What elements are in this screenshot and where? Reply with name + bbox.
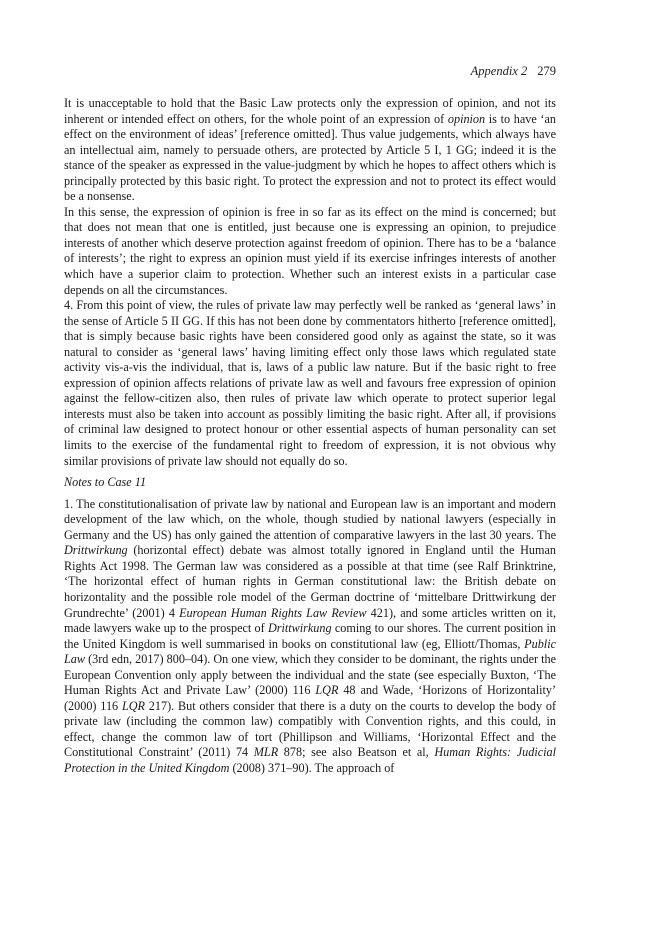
text-run: 217). But others consider that there is a duty on the courts to develop the body of private law (including the common law) compatibly with Convention rights, and this could, in effect, change the common law of tort (Phillipson and Williams, ‘Horizontal Effect and the Constitutional Constraint’ (2011) 74 <box>64 698 556 760</box>
text-run: 48 and Wade, ‘Horizons of Horizontality’ (2000) 116 <box>64 683 557 713</box>
paragraph <box>64 205 556 298</box>
running-head <box>471 63 556 79</box>
paragraph <box>64 96 556 205</box>
text-run: Notes to Case 11 <box>64 475 147 490</box>
text-run: 1. The constitutionalisation of private law by national and European law is an important and modern development of the law which, on the whole, though studied by national lawyers (especially in Germany and the US) has only gained the attention of comparative lawyers in the last 30 years. The <box>64 496 556 542</box>
italic-text: Human Rights: Judicial Protection in the United Kingdom <box>64 745 556 775</box>
italic-text: MLR <box>253 745 279 760</box>
italic-text: Drittwirkung <box>267 621 332 636</box>
italic-text: Public Law <box>64 636 556 667</box>
italic-text: LQR <box>121 698 145 713</box>
running-head-title: Appendix 2 <box>470 64 528 78</box>
body-text <box>64 96 556 777</box>
italic-text: opinion <box>447 111 486 126</box>
text-run: is to have ‘an effect on the environment of ideas’ [reference omitted]. Thus value judgements, which always have an intellectual aim, namely to persuade others, are protected by Article 5 I, 1 GG; indeed it is the stance of the speaker as expressed in the value-judgment by which he hopes to affect others which is principally protected by this basic right. To protect the expression and not to protect its effect would be a nonsense. <box>64 111 556 204</box>
text-run: It is unacceptable to hold that the Basic Law protects only the expression of opinion, and not its inherent or intended effect on others, for the whole point of an expression of <box>64 96 556 126</box>
italic-text: Drittwirkung <box>64 543 128 558</box>
italic-text: LQR <box>315 683 339 698</box>
page-number: 279 <box>537 64 556 78</box>
text-run: In this sense, the expression of opinion is free in so far as its effect on the mind is concerned; but that does not mean that one is entitled, just because one is expressing an opinion, to prejudice interests of another which deserve protection against freedom of opinion. There has to be a ‘balance of interests’; the right to express an opinion must yield if its exercise infringes interests of another which have a superior claim to protection. Whether such an interest exists in a particular case depends on all the circumstances. <box>64 204 556 297</box>
text-run: 4. From this point of view, the rules of private law may perfectly well be ranked as ‘general laws’ in the sense of Article 5 II GG. If this has not been done by commentators hitherto [reference omitted], that is simply because basic rights have been considered good only as against the state, so it was natural to consider as ‘general laws’ having limiting effect only those laws which regulated state activity vis-a-vis the individual, that is, laws of a public law nature. But if the basic right to free expression of opinion affects relations of private law as well and favours free expression of opinion against the fellow-citizen also, then rules of private law which operate to protect superior legal interests must also be taken into account as possibly limiting the basic right. After all, if provisions of criminal law designed to protect honour or other essential aspects of human personality can set limits to the exercise of the fundamental right to freedom of expression, it is not obvious why similar provisions of private law should not equally do so. <box>64 298 556 468</box>
paragraph <box>64 497 556 777</box>
text-run: (horizontal effect) debate was almost totally ignored in England until the Human Rights Act 1998. The German law was considered as a possible at that time (see Ralf Brinktrine, ‘The horizontal effect of human rights in German constitutional law: the British debate on horizontality and the possible role model of the German doctrine of ‘mittelbare Drittwirkung der Grundrechte’ (2001) 4 <box>64 543 556 620</box>
text-run: (3rd edn, 2017) 800–04). On one view, which they consider to be dominant, the rights under the European Convention only apply between the individual and the state (see especially Buxton, ‘The Human Rights Act and Private Law’ (2000) 116 <box>64 652 556 698</box>
paragraph <box>64 298 556 469</box>
italic-text: European Human Rights Law Review <box>179 605 367 620</box>
text-run: coming to our shores. The current position in the United Kingdom is well summarised in books on constitutional law (eg, Elliott/Thomas, <box>64 621 556 651</box>
text-run: 421), and some articles written on it, made lawyers wake up to the prospect of <box>64 605 556 636</box>
text-run: 878; see also Beatson et al, <box>278 745 435 760</box>
section-heading <box>64 475 556 491</box>
text-run: (2008) 371–90). The approach of <box>229 760 395 775</box>
